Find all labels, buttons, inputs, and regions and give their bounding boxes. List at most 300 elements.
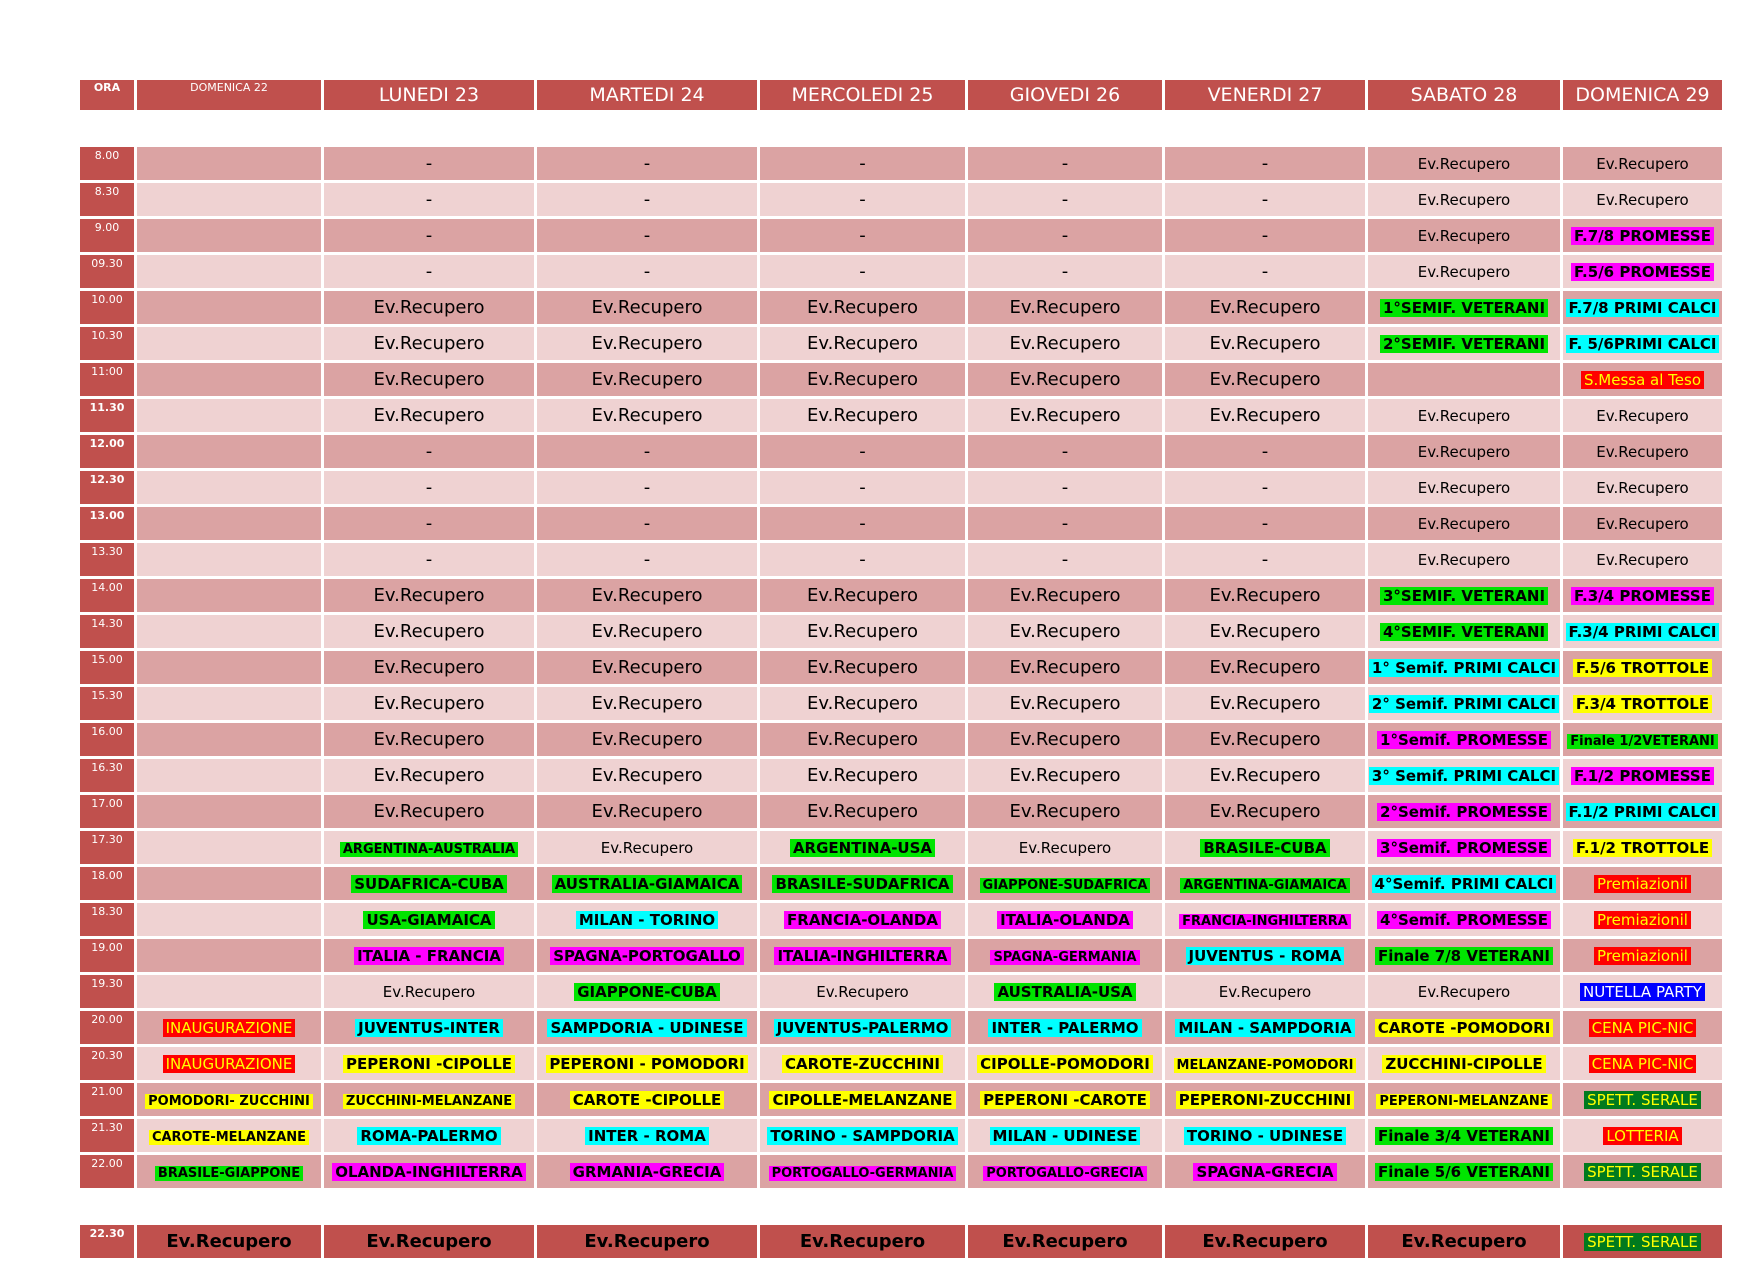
schedule-cell [1165, 903, 1365, 936]
schedule-row [80, 1119, 1722, 1152]
schedule-cell: Ev.Recupero [1165, 399, 1365, 432]
event-label: 4°Semif. PROMESSE [1377, 911, 1551, 929]
event-label: F.3/4 PROMESSE [1571, 587, 1714, 605]
schedule-cell [1563, 1119, 1722, 1152]
schedule-cell: - [537, 471, 757, 504]
schedule-cell: Ev.Recupero [324, 291, 534, 324]
schedule-cell [137, 723, 321, 756]
schedule-cell: Ev.Recupero [1368, 147, 1560, 180]
schedule-cell: - [537, 147, 757, 180]
event-label: ITALIA - FRANCIA [354, 947, 504, 965]
event-label: ROMA-PALERMO [357, 1127, 500, 1145]
schedule-cell [760, 867, 965, 900]
schedule-cell [760, 939, 965, 972]
time-slot: 11.30 [80, 399, 134, 432]
event-label: MILAN - SAMPDORIA [1175, 1019, 1354, 1037]
schedule-cell [1563, 579, 1722, 612]
schedule-cell [968, 1083, 1162, 1116]
schedule-cell [1563, 687, 1722, 720]
event-label: F. 5/6PRIMI CALCI [1566, 335, 1720, 353]
event-label: F.1/2 PROMESSE [1571, 767, 1714, 785]
schedule-cell [137, 435, 321, 468]
schedule-cell [137, 1047, 321, 1080]
time-slot: 15.00 [80, 651, 134, 684]
schedule-cell [1368, 939, 1560, 972]
schedule-cell: - [1165, 507, 1365, 540]
event-label: BRASILE-SUDAFRICA [772, 875, 952, 893]
schedule-cell: Ev.Recupero [1563, 543, 1722, 576]
schedule-cell [1368, 1047, 1560, 1080]
time-slot: 09.30 [80, 255, 134, 288]
schedule-cell: Ev.Recupero [968, 795, 1162, 828]
schedule-cell: Ev.Recupero [968, 651, 1162, 684]
schedule-row [80, 687, 1722, 720]
schedule-cell [324, 1011, 534, 1044]
schedule-cell: Ev.Recupero [760, 363, 965, 396]
event-label: 2°Semif. PROMESSE [1377, 803, 1551, 821]
event-label: MILAN - TORINO [576, 911, 718, 929]
event-label: F.7/8 PROMESSE [1571, 227, 1714, 245]
schedule-cell [324, 1083, 534, 1116]
schedule-row [80, 183, 1722, 216]
schedule-row [80, 471, 1722, 504]
event-label: CIPOLLE-MELANZANE [769, 1091, 955, 1109]
schedule-cell: Ev.Recupero [324, 615, 534, 648]
event-label: Finale 7/8 VETERANI [1375, 947, 1553, 965]
event-label: ZUCCHINI-MELANZANE [343, 1094, 515, 1109]
event-label: JUVENTUS - ROMA [1186, 947, 1345, 965]
schedule-cell [1368, 1119, 1560, 1152]
schedule-cell: - [1165, 147, 1365, 180]
schedule-cell [1563, 939, 1722, 972]
schedule-cell: Ev.Recupero [537, 651, 757, 684]
event-label: PORTOGALLO-GRECIA [983, 1166, 1146, 1181]
event-label: INTER - ROMA [585, 1127, 709, 1145]
schedule-cell: Ev.Recupero [1165, 327, 1365, 360]
schedule-cell [537, 939, 757, 972]
schedule-cell: Ev.Recupero [1165, 651, 1365, 684]
time-slot: 11:00 [80, 363, 134, 396]
event-label: CAROTE-ZUCCHINI [782, 1055, 943, 1073]
schedule-cell: - [968, 219, 1162, 252]
schedule-cell: Ev.Recupero [968, 399, 1162, 432]
event-label: FRANCIA-INGHILTERRA [1179, 914, 1351, 929]
schedule-cell: Ev.Recupero [760, 399, 965, 432]
event-label: Finale 1/2VETERANI [1567, 734, 1717, 749]
schedule-cell: Ev.Recupero [537, 399, 757, 432]
schedule-row [80, 507, 1722, 540]
time-slot: 14.30 [80, 615, 134, 648]
schedule-cell [137, 1011, 321, 1044]
schedule-cell: Ev.Recupero [760, 687, 965, 720]
header-day: MERCOLEDI 25 [760, 80, 965, 110]
schedule-cell [968, 1155, 1162, 1188]
schedule-cell: Ev.Recupero [1165, 795, 1365, 828]
schedule-cell: Ev.Recupero [1563, 435, 1722, 468]
schedule-cell: Ev.Recupero [1563, 507, 1722, 540]
event-label: PEPERONI-MELANZANE [1376, 1094, 1551, 1109]
event-label: TORINO - SAMPDORIA [767, 1127, 957, 1145]
time-slot: 18.00 [80, 867, 134, 900]
event-label: 1° Semif. PRIMI CALCI [1369, 659, 1559, 677]
time-slot: 8.00 [80, 147, 134, 180]
schedule-cell [968, 939, 1162, 972]
schedule-row [80, 651, 1722, 684]
header-day: DOMENICA 22 [137, 80, 321, 110]
header-row [80, 80, 1722, 110]
schedule-row [80, 327, 1722, 360]
schedule-cell [968, 1119, 1162, 1152]
schedule-cell [537, 1047, 757, 1080]
schedule-cell [137, 651, 321, 684]
schedule-cell [137, 1119, 321, 1152]
schedule-cell: - [1165, 471, 1365, 504]
event-label: S.Messa al Teso [1581, 371, 1704, 389]
schedule-cell [1368, 651, 1560, 684]
time-slot: 12.30 [80, 471, 134, 504]
schedule-cell: - [968, 507, 1162, 540]
schedule-cell [1165, 1011, 1365, 1044]
schedule-cell [1368, 831, 1560, 864]
schedule-cell [760, 831, 965, 864]
event-label: ZUCCHINI-CIPOLLE [1382, 1055, 1545, 1073]
schedule-cell: Ev.Recupero [324, 399, 534, 432]
schedule-cell [137, 615, 321, 648]
schedule-cell [1368, 903, 1560, 936]
schedule-cell [1563, 867, 1722, 900]
schedule-cell: Ev.Recupero [760, 759, 965, 792]
schedule-cell: - [760, 255, 965, 288]
schedule-cell: Ev.Recupero [537, 579, 757, 612]
schedule-row [80, 543, 1722, 576]
event-label: INAUGURAZIONE [163, 1019, 296, 1037]
schedule-cell: Ev.Recupero [760, 291, 965, 324]
schedule-cell [1368, 759, 1560, 792]
event-label: SPETT. SERALE [1584, 1163, 1701, 1181]
schedule-cell [1165, 867, 1365, 900]
schedule-cell [968, 975, 1162, 1008]
event-label: SPAGNA-GERMANIA [990, 950, 1139, 965]
schedule-cell [537, 903, 757, 936]
time-slot: 8.30 [80, 183, 134, 216]
schedule-row [80, 975, 1722, 1008]
event-label: F.3/4 TROTTOLE [1573, 695, 1712, 713]
event-label: Premiazionil [1594, 911, 1691, 929]
schedule-cell: Ev.Recupero [760, 579, 965, 612]
schedule-cell: Ev.Recupero [537, 615, 757, 648]
event-label: CIPOLLE-POMODORI [977, 1055, 1153, 1073]
event-label: PORTOGALLO-GERMANIA [769, 1166, 957, 1181]
schedule-cell [1368, 867, 1560, 900]
schedule-cell: Ev.Recupero [324, 651, 534, 684]
schedule-cell: - [537, 219, 757, 252]
schedule-cell [760, 1083, 965, 1116]
schedule-cell: Ev.Recupero [324, 795, 534, 828]
schedule-cell: - [760, 507, 965, 540]
schedule-cell [137, 147, 321, 180]
schedule-cell [137, 687, 321, 720]
time-slot: 17.00 [80, 795, 134, 828]
schedule-row-last [80, 1225, 1722, 1258]
schedule-cell [324, 867, 534, 900]
event-label: GIAPPONE-CUBA [574, 983, 720, 1001]
event-label: 4°Semif. PRIMI CALCI [1372, 875, 1557, 893]
schedule-cell [1563, 651, 1722, 684]
schedule-cell [1563, 795, 1722, 828]
schedule-row [80, 795, 1722, 828]
schedule-cell [1563, 975, 1722, 1008]
event-label: 3°Semif. PROMESSE [1377, 839, 1551, 857]
event-label: ARGENTINA-AUSTRALIA [340, 842, 518, 857]
schedule-cell: Ev.Recupero [1165, 615, 1365, 648]
schedule-cell: - [324, 183, 534, 216]
schedule-cell [1165, 831, 1365, 864]
event-label: BRASILE-CUBA [1200, 839, 1329, 857]
schedule-cell: Ev.Recupero [324, 327, 534, 360]
schedule-cell: Ev.Recupero [760, 723, 965, 756]
schedule-cell: Ev.Recupero [537, 795, 757, 828]
schedule-cell [1368, 291, 1560, 324]
schedule-cell: Ev.Recupero [1368, 543, 1560, 576]
schedule-cell [137, 903, 321, 936]
header-day: LUNEDI 23 [324, 80, 534, 110]
schedule-cell [1368, 1083, 1560, 1116]
schedule-cell [324, 1119, 534, 1152]
event-label: SAMPDORIA - UDINESE [547, 1019, 746, 1037]
header-ora: ORA [80, 80, 134, 110]
header-day: DOMENICA 29 [1563, 80, 1722, 110]
schedule-row [80, 903, 1722, 936]
schedule-cell [1165, 1155, 1365, 1188]
event-label: F.5/6 TROTTOLE [1573, 659, 1712, 677]
event-label: CAROTE-MELANZANE [149, 1130, 309, 1145]
schedule-cell [1368, 327, 1560, 360]
schedule-cell: Ev.Recupero [968, 831, 1162, 864]
time-slot: 16.30 [80, 759, 134, 792]
schedule-cell [137, 219, 321, 252]
schedule-cell [537, 975, 757, 1008]
event-label: PEPERONI -CAROTE [980, 1091, 1150, 1109]
event-label: 3° Semif. PRIMI CALCI [1369, 767, 1559, 785]
event-label: F.7/8 PRIMI CALCI [1566, 299, 1720, 317]
schedule-cell: Ev.Recupero [537, 723, 757, 756]
schedule-cell: - [537, 183, 757, 216]
event-label: INTER - PALERMO [988, 1019, 1141, 1037]
time-slot: 18.30 [80, 903, 134, 936]
time-slot: 15.30 [80, 687, 134, 720]
time-slot: 19.00 [80, 939, 134, 972]
schedule-cell: - [324, 255, 534, 288]
schedule-cell [1563, 903, 1722, 936]
schedule-cell: Ev.Recupero [1368, 399, 1560, 432]
schedule-row [80, 579, 1722, 612]
event-label: ITALIA-OLANDA [997, 911, 1133, 929]
event-label: 1°SEMIF. VETERANI [1380, 299, 1548, 317]
schedule-cell [1563, 327, 1722, 360]
event-label: INAUGURAZIONE [163, 1055, 296, 1073]
schedule-cell: Ev.Recupero [968, 327, 1162, 360]
schedule-cell [760, 1155, 965, 1188]
schedule-cell [137, 543, 321, 576]
schedule-cell [537, 1011, 757, 1044]
event-label: AUSTRALIA-GIAMAICA [552, 875, 743, 893]
event-label: 3°SEMIF. VETERANI [1380, 587, 1548, 605]
schedule-cell: Ev.Recupero [537, 831, 757, 864]
schedule-cell: - [537, 543, 757, 576]
schedule-row [80, 939, 1722, 972]
schedule-cell: Ev.Recupero [1165, 723, 1365, 756]
event-label: CAROTE -CIPOLLE [570, 1091, 725, 1109]
schedule-cell: Ev.Recupero [760, 615, 965, 648]
schedule-cell: - [760, 183, 965, 216]
time-slot: 12.00 [80, 435, 134, 468]
schedule-cell [1563, 723, 1722, 756]
event-label: TORINO - UDINESE [1184, 1127, 1346, 1145]
schedule-cell [968, 1047, 1162, 1080]
schedule-cell [1563, 291, 1722, 324]
schedule-cell: Ev.Recupero [1165, 291, 1365, 324]
schedule-cell: - [1165, 435, 1365, 468]
schedule-cell: - [968, 147, 1162, 180]
schedule-cell [324, 1047, 534, 1080]
schedule-cell: Ev.Recupero [760, 327, 965, 360]
schedule-cell: - [1165, 219, 1365, 252]
schedule-cell [1165, 939, 1365, 972]
schedule-cell [1165, 1119, 1365, 1152]
schedule-cell [1563, 363, 1722, 396]
event-label: ARGENTINA-GIAMAICA [1180, 878, 1350, 893]
schedule-cell [137, 507, 321, 540]
schedule-cell [137, 471, 321, 504]
event-label: GRMANIA-GRECIA [570, 1163, 725, 1181]
schedule-cell: Ev.Recupero [324, 975, 534, 1008]
event-label: SPAGNA-GRECIA [1193, 1163, 1336, 1181]
event-label: PEPERONI - POMODORI [546, 1055, 747, 1073]
schedule-cell [137, 327, 321, 360]
schedule-cell: Ev.Recupero [537, 687, 757, 720]
schedule-cell: - [968, 435, 1162, 468]
event-label: BRASILE-GIAPPONE [155, 1166, 303, 1181]
event-label: Premiazionil [1594, 875, 1691, 893]
event-label: SPETT. SERALE [1584, 1233, 1701, 1251]
schedule-cell: Ev.Recupero [968, 579, 1162, 612]
schedule-cell: - [537, 507, 757, 540]
schedule-cell: Ev.Recupero [1563, 183, 1722, 216]
schedule-cell [537, 1155, 757, 1188]
schedule-cell: Ev.Recupero [1563, 399, 1722, 432]
time-slot: 22.30 [80, 1225, 134, 1258]
schedule-cell [1563, 255, 1722, 288]
schedule-cell [137, 795, 321, 828]
time-slot: 10.30 [80, 327, 134, 360]
time-slot: 13.00 [80, 507, 134, 540]
schedule-cell: Ev.Recupero [1563, 471, 1722, 504]
schedule-cell [137, 975, 321, 1008]
schedule-cell: Ev.Recupero [760, 1225, 965, 1258]
schedule-row [80, 219, 1722, 252]
event-label: 1°Semif. PROMESSE [1377, 731, 1551, 749]
schedule-cell [1563, 1155, 1722, 1188]
schedule-cell [1368, 615, 1560, 648]
event-label: CAROTE -POMODORI [1375, 1019, 1554, 1037]
schedule-cell: Ev.Recupero [968, 615, 1162, 648]
schedule-cell: Ev.Recupero [137, 1225, 321, 1258]
schedule-cell [137, 399, 321, 432]
schedule-cell: Ev.Recupero [1563, 147, 1722, 180]
schedule-cell: Ev.Recupero [324, 759, 534, 792]
schedule-cell: - [760, 543, 965, 576]
schedule-cell [137, 867, 321, 900]
event-label: NUTELLA PARTY [1580, 983, 1705, 1001]
schedule-cell [968, 903, 1162, 936]
schedule-cell: - [324, 435, 534, 468]
time-slot: 21.30 [80, 1119, 134, 1152]
header-day: GIOVEDI 26 [968, 80, 1162, 110]
event-label: AUSTRALIA-USA [994, 983, 1135, 1001]
header-day: MARTEDI 24 [537, 80, 757, 110]
schedule-cell [968, 1011, 1162, 1044]
schedule-row [80, 1011, 1722, 1044]
schedule-cell [1165, 1047, 1365, 1080]
schedule-cell [1368, 1155, 1560, 1188]
schedule-row [80, 147, 1722, 180]
schedule-cell: Ev.Recupero [760, 651, 965, 684]
schedule-cell: Ev.Recupero [968, 291, 1162, 324]
header-day: SABATO 28 [1368, 80, 1560, 110]
schedule-cell: Ev.Recupero [1165, 975, 1365, 1008]
schedule-cell [137, 183, 321, 216]
schedule-cell [1165, 1083, 1365, 1116]
schedule-cell [1563, 1011, 1722, 1044]
schedule-cell: Ev.Recupero [1368, 435, 1560, 468]
schedule-cell: Ev.Recupero [760, 975, 965, 1008]
event-label: OLANDA-INGHILTERRA [332, 1163, 526, 1181]
event-label: F.5/6 PROMESSE [1571, 263, 1714, 281]
schedule-cell: Ev.Recupero [968, 363, 1162, 396]
event-label: SPETT. SERALE [1584, 1091, 1701, 1109]
schedule-cell: - [1165, 183, 1365, 216]
event-label: LOTTERIA [1603, 1127, 1681, 1145]
schedule-cell: Ev.Recupero [324, 723, 534, 756]
time-slot: 14.00 [80, 579, 134, 612]
schedule-cell [760, 903, 965, 936]
schedule-cell: Ev.Recupero [968, 687, 1162, 720]
time-slot: 9.00 [80, 219, 134, 252]
schedule-cell [1563, 1225, 1722, 1258]
schedule-cell [324, 939, 534, 972]
schedule-cell: Ev.Recupero [1368, 183, 1560, 216]
event-label: JUVENTUS-INTER [355, 1019, 503, 1037]
event-label: Finale 5/6 VETERANI [1375, 1163, 1553, 1181]
schedule-cell: - [324, 147, 534, 180]
time-slot: 22.00 [80, 1155, 134, 1188]
event-label: SPAGNA-PORTOGALLO [550, 947, 744, 965]
schedule-row [80, 435, 1722, 468]
schedule-cell: - [968, 255, 1162, 288]
schedule-cell: - [968, 471, 1162, 504]
schedule-row [80, 723, 1722, 756]
schedule-cell [760, 1047, 965, 1080]
schedule-cell [324, 903, 534, 936]
time-slot: 10.00 [80, 291, 134, 324]
schedule-cell [137, 255, 321, 288]
schedule-cell: - [968, 543, 1162, 576]
schedule-cell [1563, 1083, 1722, 1116]
schedule-cell: - [968, 183, 1162, 216]
schedule-cell: - [1165, 255, 1365, 288]
schedule-cell: Ev.Recupero [1165, 759, 1365, 792]
time-slot: 13.30 [80, 543, 134, 576]
